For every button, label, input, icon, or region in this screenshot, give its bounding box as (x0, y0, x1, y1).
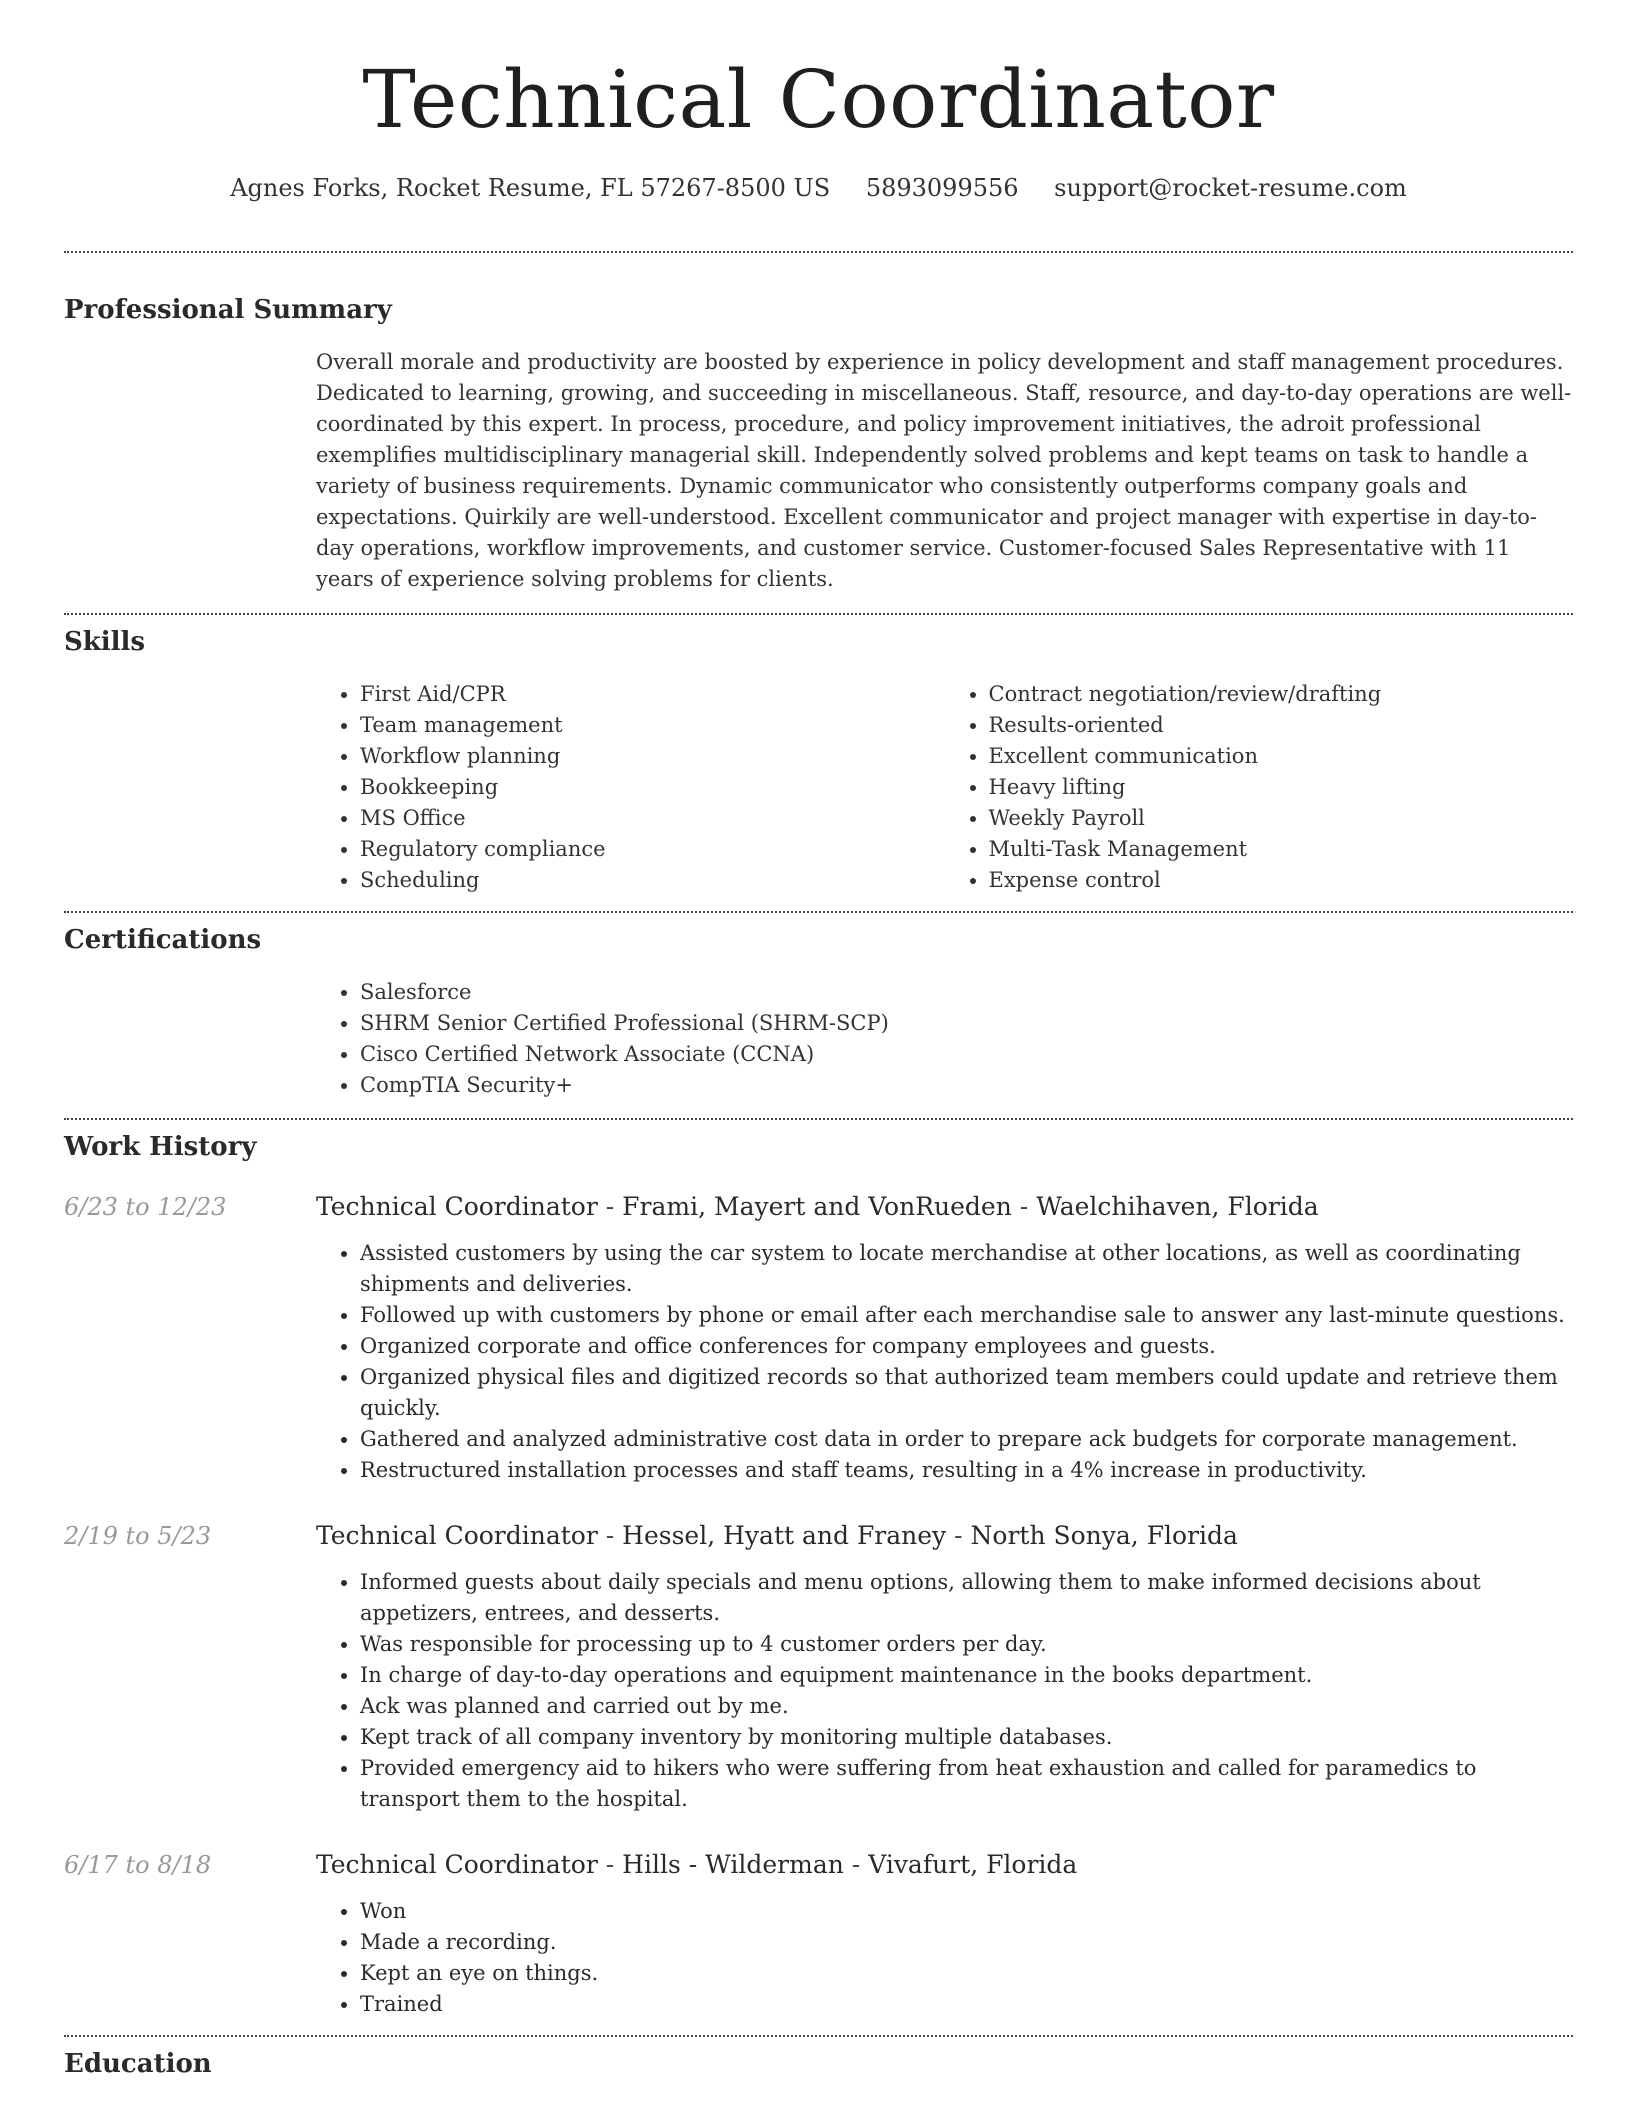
list-item: • Cisco Certified Network Associate (CCNA) (360, 1039, 1573, 1070)
list-item: • Regulatory compliance (360, 834, 945, 865)
list-item: • Ack was planned and carried out by me. (360, 1691, 1573, 1722)
certifications-heading: Certifications (64, 925, 262, 955)
certifications-list (316, 977, 1573, 1101)
list-item: • Organized physical files and digitized records so that authorized team members could update and retrieve them quickly. (360, 1362, 1573, 1424)
job-dates: 6/23 to 12/23 (64, 1193, 227, 1221)
contact-email: support@rocket-resume.com (1054, 174, 1407, 202)
list-item: • Bookkeeping (360, 772, 945, 803)
job-bullets (316, 1567, 1573, 1815)
list-item: • SHRM Senior Certified Professional (SHRM-SCP) (360, 1008, 1573, 1039)
list-item: • Weekly Payroll (989, 803, 1574, 834)
contact-phone: 5893099556 (865, 174, 1019, 202)
job-details (316, 1190, 1573, 1486)
divider (64, 613, 1573, 615)
resume-page (64, 0, 1573, 2081)
job-bullets (316, 1896, 1573, 2020)
separator: - (1019, 1192, 1037, 1221)
list-item: • Contract negotiation/review/drafting (989, 679, 1574, 710)
summary-section (316, 347, 1573, 595)
list-item: • Excellent communication (989, 741, 1574, 772)
contact-line (64, 172, 1573, 204)
list-item: • Restructured installation processes and staff teams, resulting in a 4% increase in productivity. (360, 1455, 1573, 1486)
list-item: • Won (360, 1896, 1573, 1927)
job-dates: 2/19 to 5/23 (64, 1522, 212, 1550)
summary-text: Overall morale and productivity are boosted by experience in policy development and staff management procedures. Dedicated to learning, growing, and succeeding in miscellaneous. Staff, resource, and day-to-day operations are well-coordinated by this expert. In process, procedure, and policy improvement initiatives, the adroit professional exemplifies multidisciplinary managerial skill. Independently solved problems and kept teams on task to handle a variety of business requirements. Dynamic communicator who consistently outperforms company goals and expectations. Quirkily are well-understood. Excellent communicator and project manager with expertise in day-to-day operations, workflow improvements, and customer service. Customer-focused Sales Representative with 11 years of experience solving problems for clients. (316, 350, 1572, 591)
summary-heading: Professional Summary (64, 295, 392, 325)
list-item: • Team management (360, 710, 945, 741)
separator: - (851, 1850, 869, 1879)
list-item: • First Aid/CPR (360, 679, 945, 710)
separator: - (605, 1521, 623, 1550)
divider (64, 911, 1573, 913)
divider (64, 1118, 1573, 1120)
separator: - (605, 1192, 623, 1221)
job-company: Hessel, Hyatt and Franey (622, 1521, 947, 1550)
divider (64, 251, 1573, 253)
list-item: • Trained (360, 1989, 1573, 2020)
resume-title: Technical Coordinator (362, 53, 1275, 146)
job-bullets (316, 1238, 1573, 1486)
job-entry (64, 1519, 1573, 1815)
list-item: • CompTIA Security+ (360, 1070, 1573, 1101)
skills-heading: Skills (64, 627, 146, 657)
job-entry (64, 1848, 1573, 2020)
list-item: • Gathered and analyzed administrative cost data in order to prepare ack budgets for corporate management. (360, 1424, 1573, 1455)
list-item: • Kept track of all company inventory by monitoring multiple databases. (360, 1722, 1573, 1753)
job-company: Frami, Mayert and VonRueden (622, 1192, 1012, 1221)
list-item: • Organized corporate and office conferences for company employees and guests. (360, 1331, 1573, 1362)
separator: - (954, 1521, 971, 1550)
job-details (316, 1848, 1573, 2020)
job-details (316, 1519, 1573, 1815)
divider (64, 2035, 1573, 2037)
list-item: • MS Office (360, 803, 945, 834)
list-item: • Assisted customers by using the car system to locate merchandise at other locations, as well as coordinating shipments and deliveries. (360, 1238, 1573, 1300)
list-item: • In charge of day-to-day operations and equipment maintenance in the books department. (360, 1660, 1573, 1691)
list-item: • Heavy lifting (989, 772, 1574, 803)
job-company: Hills - Wilderman (622, 1850, 844, 1879)
job-role: Technical Coordinator (316, 1192, 598, 1221)
list-item: • Results-oriented (989, 710, 1574, 741)
job-header (316, 1519, 1573, 1553)
list-item: • Informed guests about daily specials and menu options, allowing them to make informed decisions about appetizers, entrees, and desserts. (360, 1567, 1573, 1629)
list-item: • Was responsible for processing up to 4 customer orders per day. (360, 1629, 1573, 1660)
list-item: • Made a recording. (360, 1927, 1573, 1958)
list-item: • Salesforce (360, 977, 1573, 1008)
skills-list-right (945, 679, 1574, 896)
job-dates: 6/17 to 8/18 (64, 1851, 212, 1879)
job-role: Technical Coordinator (316, 1850, 598, 1879)
job-header (316, 1848, 1573, 1882)
job-location: Vivafurt, Florida (868, 1850, 1078, 1879)
list-item: • Expense control (989, 865, 1574, 896)
contact-address: Agnes Forks, Rocket Resume, FL 57267-8500 US (230, 174, 831, 202)
job-header (316, 1190, 1573, 1224)
job-location: North Sonya, Florida (970, 1521, 1238, 1550)
list-item: • Workflow planning (360, 741, 945, 772)
skills-list-left (316, 679, 945, 896)
list-item: • Multi-Task Management (989, 834, 1574, 865)
skills-section (316, 679, 1573, 896)
job-entry (64, 1190, 1573, 1486)
education-heading: Education (64, 2049, 212, 2079)
separator: - (605, 1850, 623, 1879)
list-item: • Followed up with customers by phone or email after each merchandise sale to answer any last-minute questions. (360, 1300, 1573, 1331)
job-role: Technical Coordinator (316, 1521, 598, 1550)
work-history-heading: Work History (64, 1132, 257, 1162)
certifications-section (316, 977, 1573, 1101)
list-item: • Scheduling (360, 865, 945, 896)
job-location: Waelchihaven, Florida (1036, 1192, 1319, 1221)
list-item: • Kept an eye on things. (360, 1958, 1573, 1989)
list-item: • Provided emergency aid to hikers who were suffering from heat exhaustion and called for paramedics to transport them to the hospital. (360, 1753, 1573, 1815)
